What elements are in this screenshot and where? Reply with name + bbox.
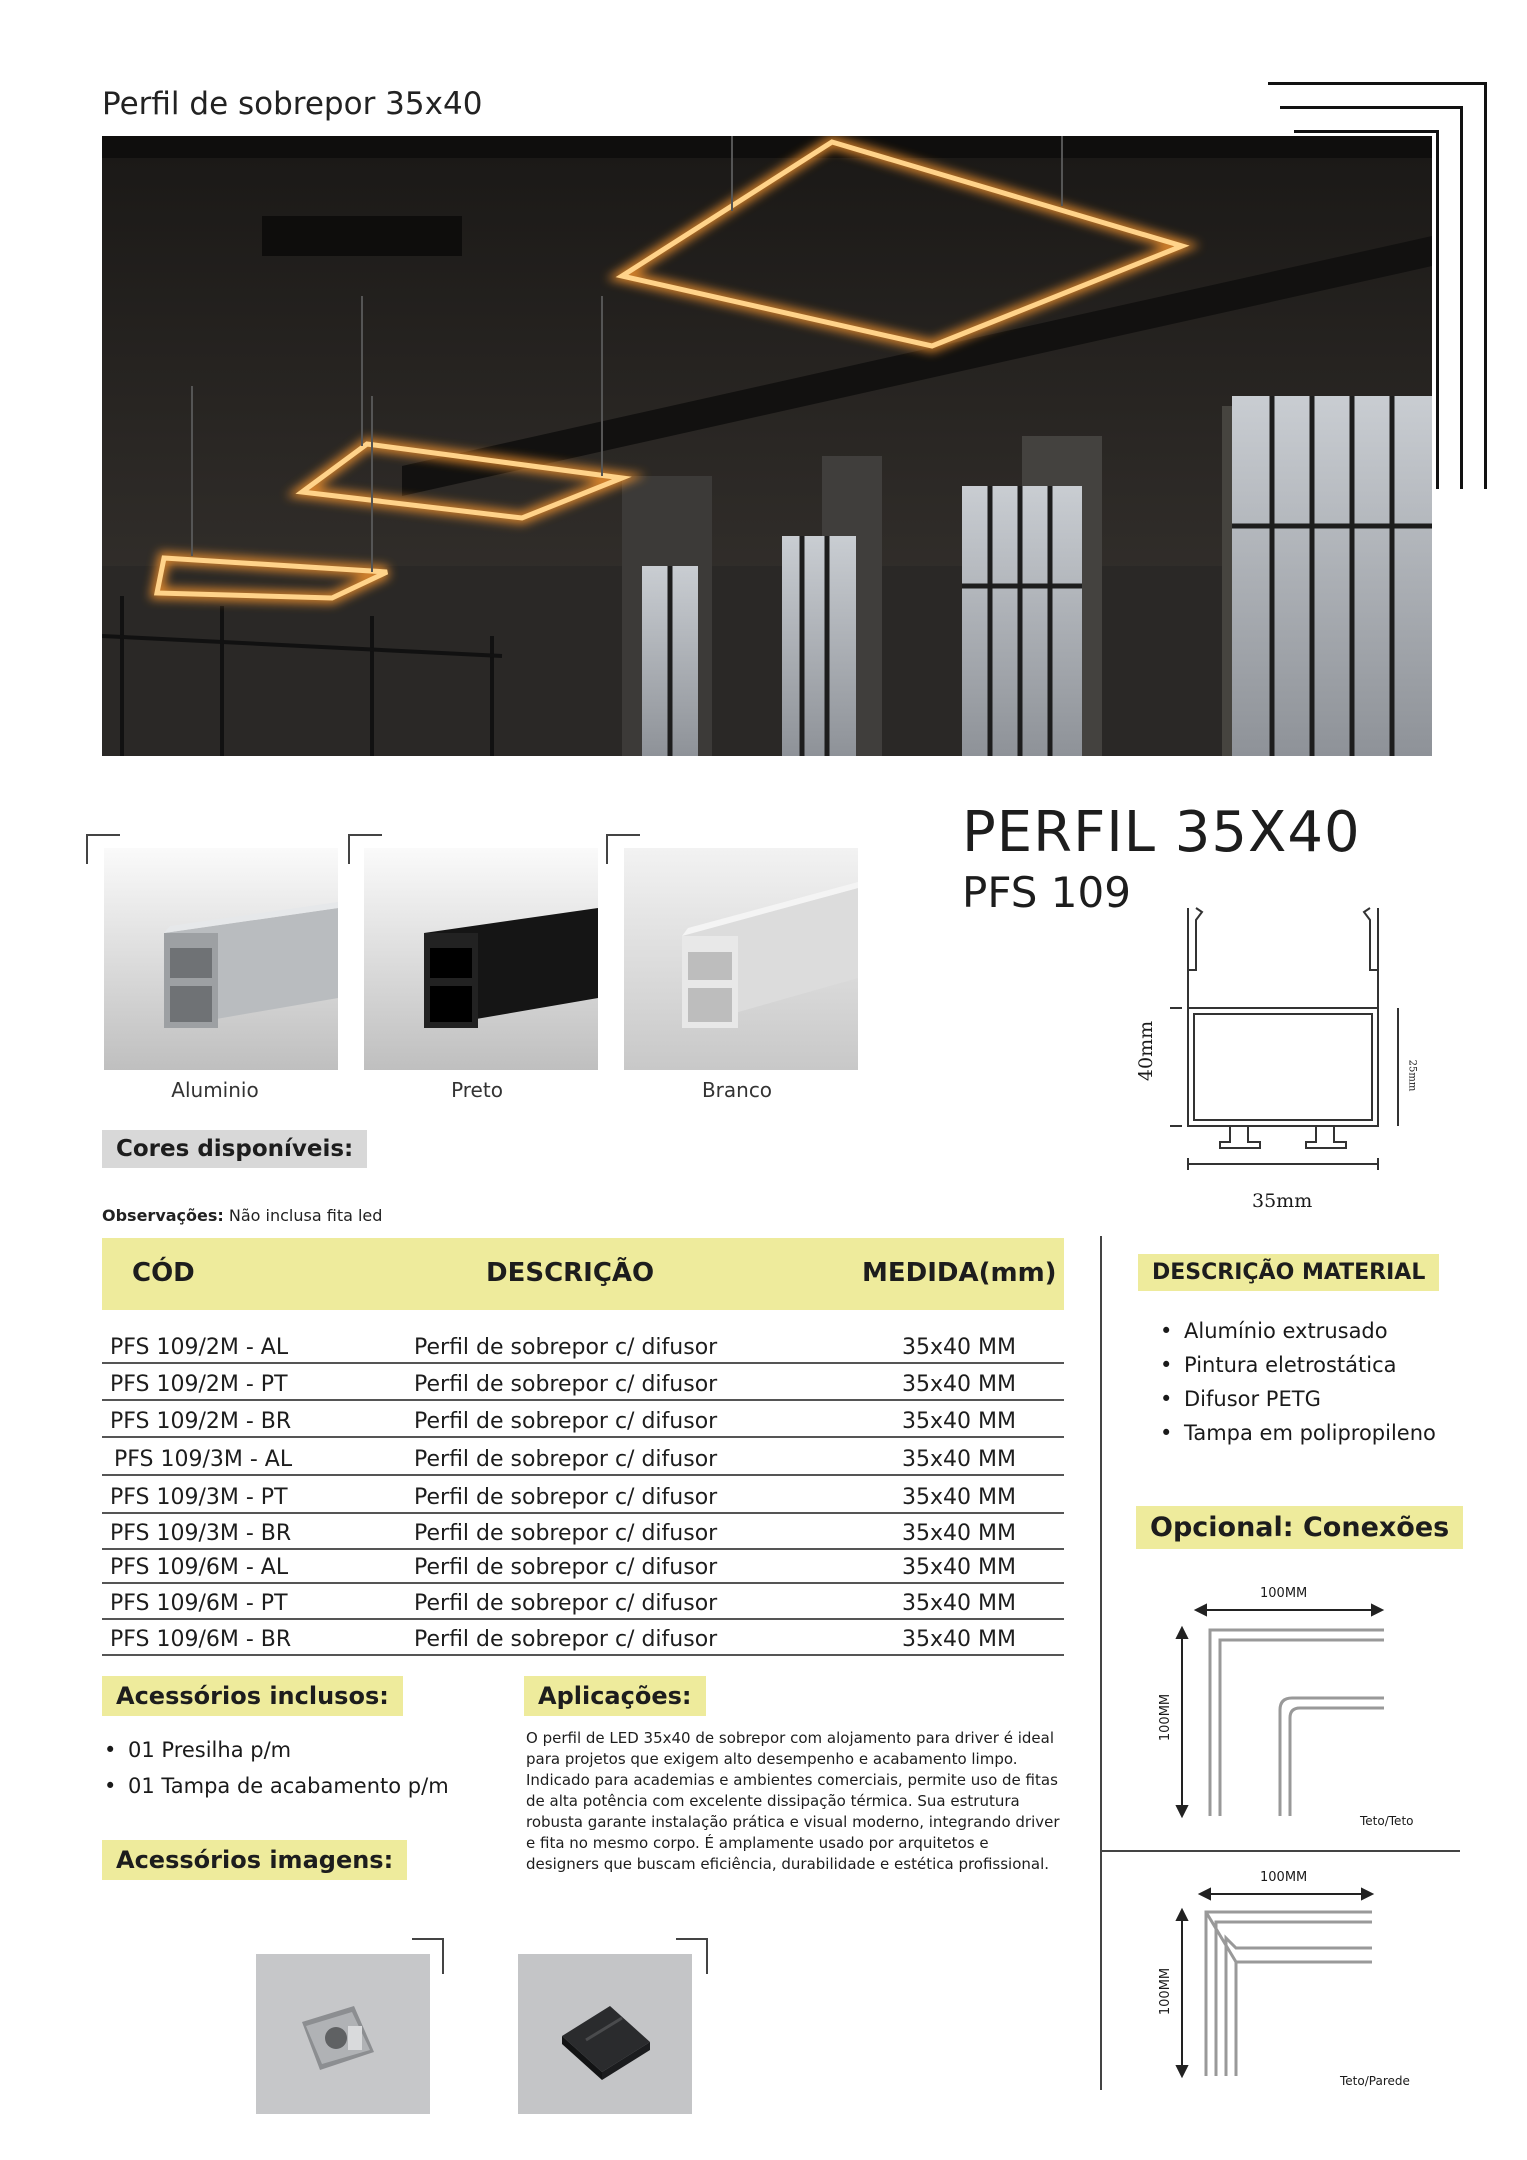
colors-section-label: Cores disponíveis: (102, 1130, 367, 1168)
row-measure: 35x40 MM (902, 1591, 1016, 1616)
width-dimension-label: 35mm (1252, 1190, 1313, 1212)
row-code: PFS 109/6M - PT (110, 1591, 288, 1616)
list-item: • Tampa em polipropileno (1160, 1416, 1436, 1450)
row-code: PFS 109/2M - BR (110, 1409, 292, 1434)
inner-dimension-label: 25mm (1406, 1059, 1418, 1092)
row-description: Perfil de sobrepor c/ difusor (414, 1335, 718, 1360)
accessories-included-label: Acessórios inclusos: (102, 1676, 403, 1716)
table-row (102, 1548, 1064, 1584)
header-code: CÓD (132, 1258, 195, 1288)
connection-height-label: 100MM (1158, 1967, 1174, 2016)
accessory-end-cap-image (518, 1954, 692, 2114)
height-dimension-label: 40mm (1135, 1020, 1158, 1082)
header-description: DESCRIÇÃO (486, 1258, 655, 1288)
row-description: Perfil de sobrepor c/ difusor (414, 1485, 718, 1510)
row-code: PFS 109/3M - BR (110, 1521, 292, 1546)
list-item: • Difusor PETG (1160, 1382, 1436, 1416)
row-description: Perfil de sobrepor c/ difusor (414, 1591, 718, 1616)
table-row (102, 1478, 1064, 1514)
table-row (102, 1440, 1064, 1476)
material-list (1160, 1314, 1436, 1450)
table-row (102, 1402, 1064, 1438)
connection-caption: Teto/Teto (1360, 1814, 1414, 1828)
accessory-clip-image (256, 1954, 430, 2114)
table-row (102, 1328, 1064, 1364)
row-measure: 35x40 MM (902, 1447, 1016, 1472)
row-measure: 35x40 MM (902, 1627, 1016, 1652)
applications-label: Aplicações: (524, 1676, 706, 1716)
hero-image (102, 136, 1432, 756)
column-divider (1100, 1236, 1102, 2090)
observations (102, 1206, 382, 1225)
optional-section-label: Opcional: Conexões (1136, 1506, 1463, 1549)
row-description: Perfil de sobrepor c/ difusor (414, 1627, 718, 1652)
row-measure: 35x40 MM (902, 1409, 1016, 1434)
applications-text: O perfil de LED 35x40 de sobrepor com alojamento para driver é ideal para projetos que exigem alto desempenho e acabamento limpo. Indicado para academias e ambientes comerciais, permite uso de fitas de alta potência com excelente dissipação térmica. Sua estrutura robusta garante instalação prática e visual moderno, integrando driver e fita no mesmo corpo. É amplamente usado por arquitetos e designers que buscam eficiência, durabilidade e estética profissional. (526, 1729, 1060, 1873)
row-code: PFS 109/6M - AL (110, 1555, 289, 1580)
profile-cross-section-diagram (1130, 900, 1430, 1220)
connection-teto-teto-diagram (1150, 1580, 1450, 1840)
row-code: PFS 109/3M - PT (110, 1485, 288, 1510)
row-description: Perfil de sobrepor c/ difusor (414, 1372, 718, 1397)
connection-width-label: 100MM (1260, 1586, 1308, 1601)
observations-text: Não inclusa fita led (228, 1206, 383, 1225)
table-row (102, 1584, 1064, 1620)
row-code: PFS 109/2M - AL (110, 1335, 289, 1360)
row-description: Perfil de sobrepor c/ difusor (414, 1447, 718, 1472)
swatch-label-preto: Preto (451, 1078, 503, 1102)
row-measure: 35x40 MM (902, 1372, 1016, 1397)
row-code: PFS 109/3M - AL (114, 1447, 293, 1472)
table-row (102, 1365, 1064, 1401)
product-name: PERFIL 35X40 (962, 800, 1361, 865)
swatch-preto-image (364, 848, 598, 1070)
connection-teto-parede-diagram (1150, 1866, 1450, 2096)
row-measure: 35x40 MM (902, 1485, 1016, 1510)
swatch-label-aluminio: Aluminio (171, 1078, 259, 1102)
row-measure: 35x40 MM (902, 1335, 1016, 1360)
swatch-label-branco: Branco (701, 1078, 773, 1102)
row-code: PFS 109/2M - PT (110, 1372, 288, 1397)
section-divider (1100, 1850, 1460, 1852)
row-description: Perfil de sobrepor c/ difusor (414, 1409, 718, 1434)
row-description: Perfil de sobrepor c/ difusor (414, 1521, 718, 1546)
connection-width-label: 100MM (1260, 1870, 1308, 1885)
row-measure: 35x40 MM (902, 1555, 1016, 1580)
swatch-branco-image (624, 848, 858, 1070)
list-item: • 01 Tampa de acabamento p/m (104, 1768, 449, 1804)
accessories-images-label: Acessórios imagens: (102, 1840, 407, 1880)
row-measure: 35x40 MM (902, 1521, 1016, 1546)
connection-caption: Teto/Parede (1340, 2074, 1410, 2088)
page-title: Perfil de sobrepor 35x40 (102, 86, 483, 122)
material-section-label: DESCRIÇÃO MATERIAL (1138, 1254, 1439, 1291)
list-item: • 01 Presilha p/m (104, 1732, 449, 1768)
list-item: • Pintura eletrostática (1160, 1348, 1436, 1382)
list-item: • Alumínio extrusado (1160, 1314, 1436, 1348)
accessories-list (104, 1732, 449, 1804)
table-row (102, 1620, 1064, 1656)
table-row (102, 1514, 1064, 1550)
header-measure: MEDIDA(mm) (862, 1258, 1057, 1288)
table-header (102, 1238, 1064, 1310)
swatch-aluminio-image (104, 848, 338, 1070)
connection-height-label: 100MM (1158, 1693, 1174, 1742)
row-code: PFS 109/6M - BR (110, 1627, 292, 1652)
row-description: Perfil de sobrepor c/ difusor (414, 1555, 718, 1580)
observations-label: Observações: (102, 1206, 224, 1225)
product-code: PFS 109 (962, 868, 1131, 917)
